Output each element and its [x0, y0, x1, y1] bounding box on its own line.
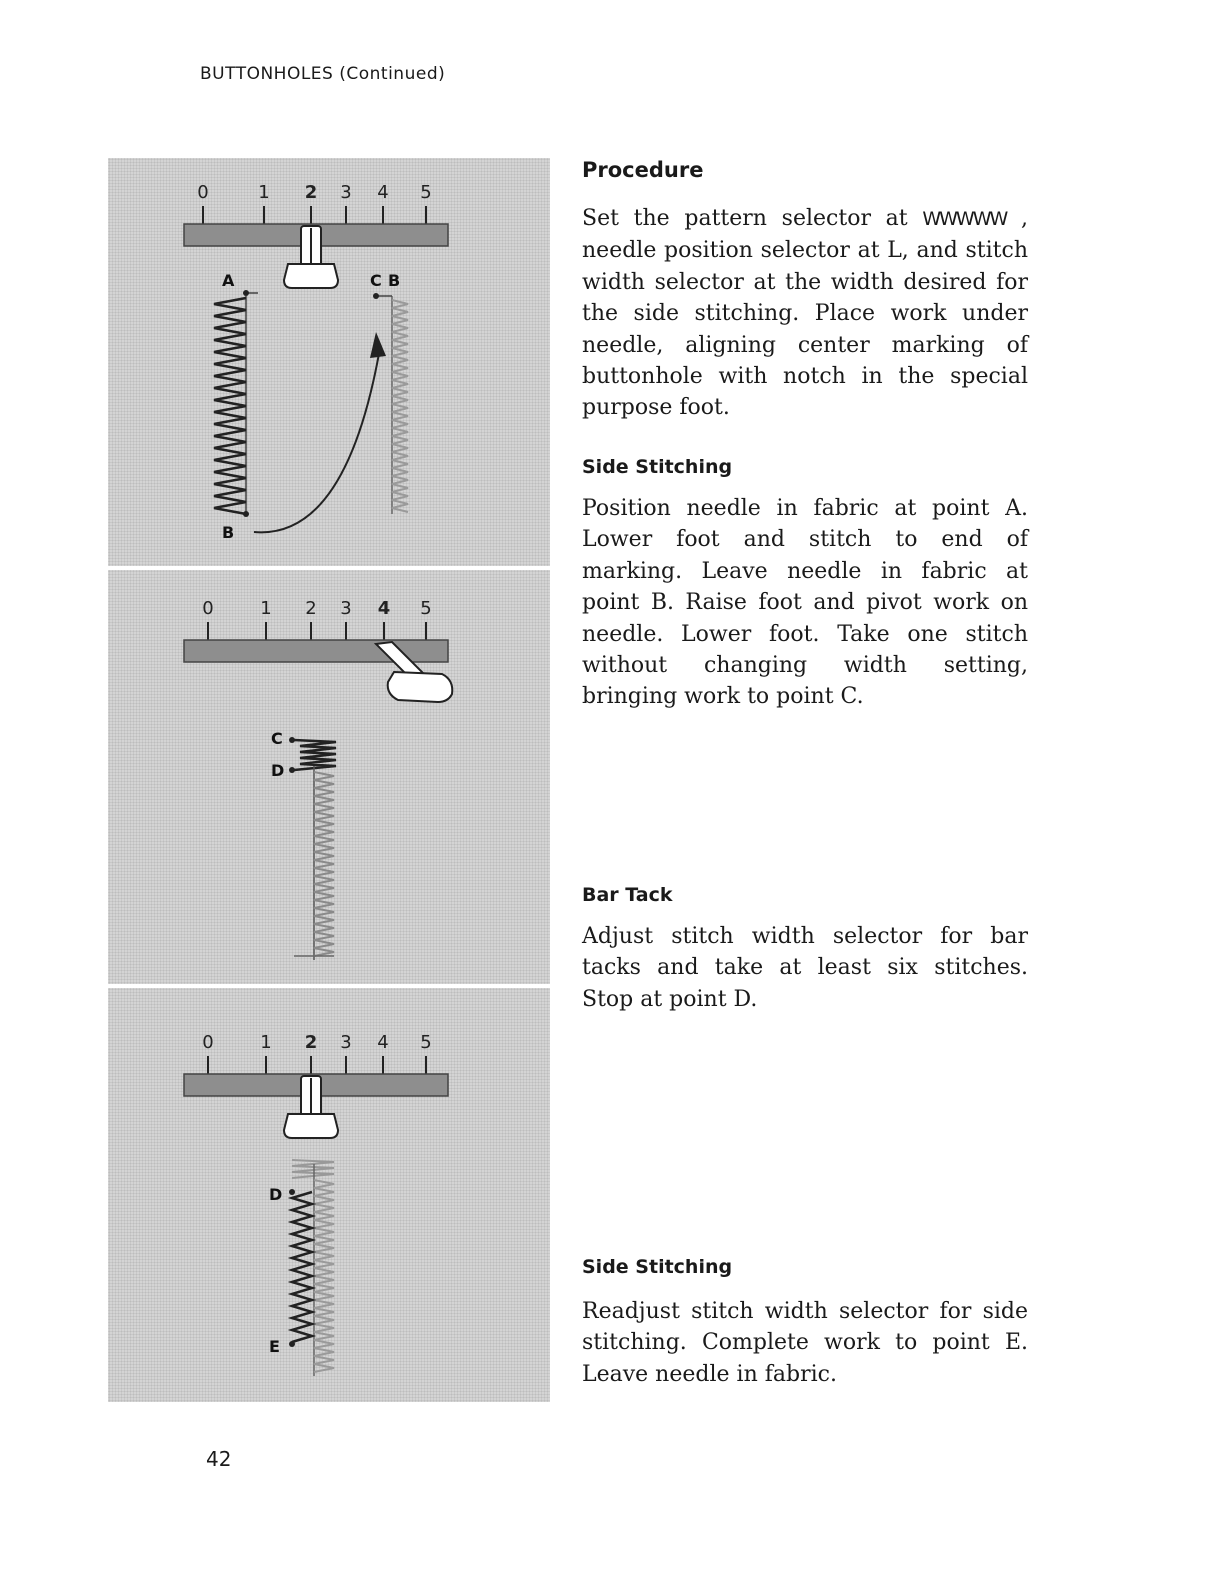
scale-label-4: 4: [377, 1032, 389, 1053]
point-label-d: D: [269, 1185, 283, 1204]
scale-label-4: 4: [377, 598, 391, 619]
point-label-e: E: [269, 1337, 280, 1356]
right-zigzag-stitching: [314, 1180, 334, 1372]
procedure-text-start: Set the pattern selector at: [582, 206, 908, 231]
heading-procedure: Procedure: [582, 158, 704, 182]
figure-1-illustration: [108, 158, 550, 566]
point-label-c: C: [370, 271, 382, 290]
zigzag-pattern-symbol: WWWWW: [922, 208, 1007, 230]
scale-label-2: 2: [304, 182, 318, 203]
figure-side-stitching-complete: [108, 988, 550, 1402]
stitch-width-scale: [184, 598, 448, 662]
figure-bar-tack: [108, 570, 550, 984]
scale-label-5: 5: [420, 182, 432, 203]
point-label-a: A: [222, 271, 235, 290]
scale-label-0: 0: [202, 1032, 214, 1053]
page-number: 42: [206, 1447, 232, 1471]
heading-bar-tack: Bar Tack: [582, 884, 673, 906]
point-label-b-top: B: [388, 271, 401, 290]
scale-label-1: 1: [260, 1032, 272, 1053]
figure-2-illustration: [108, 570, 550, 984]
pivot-arrow: [254, 348, 380, 532]
point-label-b-bottom: B: [222, 523, 235, 542]
scale-label-1: 1: [258, 182, 270, 203]
bar-tack-top: [292, 1160, 334, 1178]
paragraph-procedure: [582, 203, 1028, 424]
scale-label-2: 2: [305, 598, 317, 619]
heading-side-stitching-1: Side Stitching: [582, 456, 733, 478]
running-head: BUTTONHOLES (Continued): [200, 64, 446, 84]
side-zigzag-stitching: [314, 772, 334, 956]
left-zigzag-stitching: [214, 298, 246, 514]
figure-side-stitching-start: [108, 158, 550, 566]
scale-label-2: 2: [304, 1032, 318, 1053]
paragraph-side-stitching-2: Readjust stitch width selector for side stitching. Complete work to point E. Leave needle in fabric.: [582, 1299, 1028, 1387]
heading-side-stitching-2: Side Stitching: [582, 1256, 733, 1278]
scale-label-5: 5: [420, 1032, 432, 1053]
scale-label-0: 0: [197, 182, 209, 203]
figure-3-illustration: [108, 988, 550, 1402]
point-label-d: D: [271, 761, 285, 780]
scale-label-3: 3: [340, 1032, 352, 1053]
paragraph-side-stitching-1: Position needle in fabric at point A. Lower foot and stitch to end of marking. Leave needle in fabric at point B. Raise foot and pivot work on needle. Lower foot. Take one stitch without changing width setting, bringing work to point C.: [582, 496, 1028, 710]
right-zigzag-guide: [392, 300, 408, 512]
scale-label-3: 3: [340, 182, 352, 203]
paragraph-bar-tack: Adjust stitch width selector for bar tacks and take at least six stitches. Stop at point D.: [582, 924, 1028, 1012]
scale-label-0: 0: [202, 598, 214, 619]
left-zigzag-stitching: [292, 1192, 312, 1342]
scale-label-1: 1: [260, 598, 272, 619]
procedure-text-rest: , needle position selector at L, and stitch width selector at the width desired for the side stitching. Place work under needle, aligning center marking of buttonhole with notch in the special purpose foot.: [582, 206, 1029, 421]
scale-label-5: 5: [420, 598, 432, 619]
scale-label-3: 3: [340, 598, 352, 619]
bar-tack-stitching: [294, 740, 336, 770]
scale-label-4: 4: [377, 182, 389, 203]
point-label-c: C: [271, 729, 283, 748]
